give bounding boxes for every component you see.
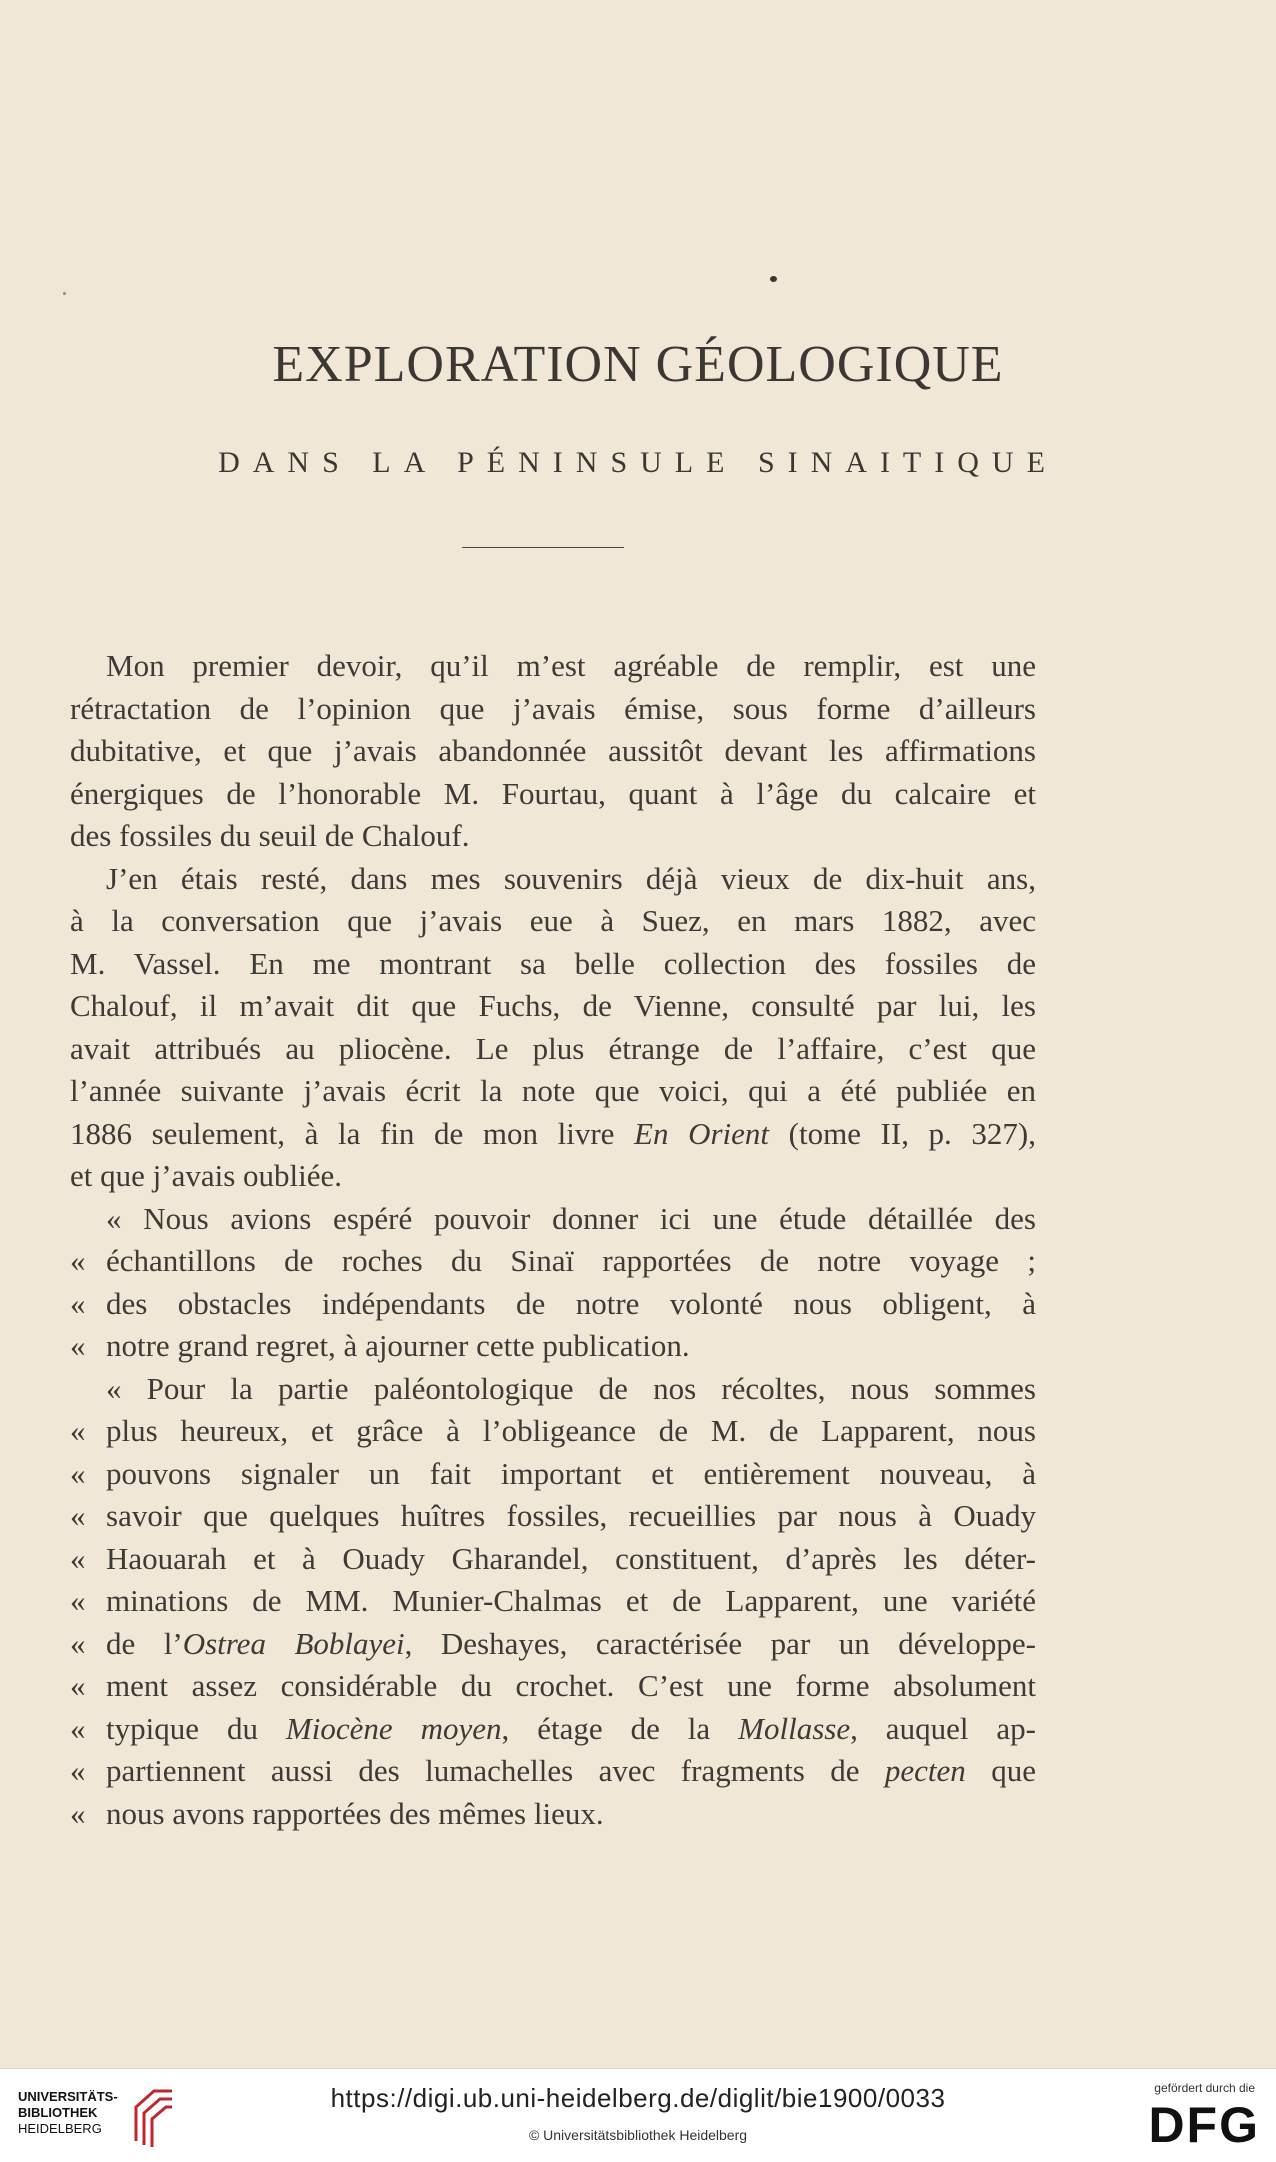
text-run: que (965, 1753, 1036, 1788)
text-line (70, 858, 1036, 901)
text-run: 1886 seulement, à la fin de mon livre (70, 1115, 635, 1151)
text-run: (tome II, p. 327), (769, 1115, 1036, 1151)
text-run: minations de MM. Munier-Chalmas et de Lapparent, une variété (106, 1583, 1036, 1618)
title-divider (462, 547, 624, 548)
text-line (70, 730, 1036, 773)
text-line (70, 1368, 1036, 1411)
text-run: « Nous avions espéré pouvoir donner ici une étude détaillée des (106, 1200, 1036, 1236)
page-title: EXPLORATION GÉOLOGIQUE (272, 336, 1004, 393)
quote-mark: « (70, 1753, 86, 1788)
quote-mark: « (70, 1668, 86, 1703)
text-run: rétractation de l’opinion que j’avais émise, sous forme d’ailleurs (70, 690, 1036, 726)
body-text (70, 645, 1036, 1835)
text-line (70, 1623, 1036, 1666)
text-run: énergiques de l’honorable M. Fourtau, quant à l’âge du calcaire et (70, 775, 1036, 811)
dfg-logo: DFG (1148, 2097, 1260, 2153)
library-name-line: UNIVERSITÄTS- (18, 2089, 118, 2104)
text-run: , Deshayes, caractérisée par un développe- (404, 1625, 1036, 1661)
text-run: « Pour la partie paléontologique de nos récoltes, nous sommes (106, 1370, 1036, 1406)
funder-caption: gefördert durch die (1154, 2081, 1255, 2095)
italic-text: Mollasse (738, 1710, 851, 1746)
quote-mark: « (70, 1583, 86, 1618)
text-line (70, 1113, 1036, 1156)
viewer-footer (0, 2068, 1276, 2162)
italic-text: Miocène moyen (285, 1710, 502, 1746)
text-run: à la conversation que j’avais eue à Suez, en mars 1882, avec (70, 903, 1036, 938)
text-line (70, 1325, 1036, 1368)
text-line (70, 1240, 1036, 1283)
text-run: et que j’avais oubliée. (70, 1158, 343, 1193)
text-line (70, 1155, 1036, 1198)
text-run: pouvons signaler un fait important et entièrement nouveau, à (106, 1455, 1036, 1491)
text-line (70, 1070, 1036, 1113)
text-line (70, 1028, 1036, 1071)
italic-text: En Orient (634, 1115, 770, 1151)
page-url[interactable]: https://digi.ub.uni-heidelberg.de/diglit/bie1900/0033 (330, 2083, 946, 2113)
italic-text: pecten (884, 1753, 966, 1788)
quote-mark: « (70, 1455, 86, 1491)
text-line (70, 1198, 1036, 1241)
text-line (70, 985, 1036, 1028)
quote-mark: « (70, 1795, 86, 1831)
text-run: Mon premier devoir, qu’il m’est agréable de remplir, est une (106, 648, 1036, 683)
ink-speck (63, 292, 66, 295)
quote-mark: « (70, 1243, 86, 1278)
text-run: , étage de la (501, 1710, 739, 1746)
quote-mark: « (70, 1625, 86, 1661)
quote-mark: « (70, 1413, 86, 1448)
ink-speck (770, 276, 777, 282)
text-run: nous avons rapportées des mêmes lieux. (106, 1795, 604, 1831)
quote-mark: « (70, 1328, 86, 1363)
text-run: dubitative, et que j’avais abandonnée aussitôt devant les affirmations (70, 733, 1036, 768)
copyright-notice: © Universitätsbibliothek Heidelberg (528, 2127, 748, 2143)
text-run: Chalouf, il m’avait dit que Fuchs, de Vienne, consulté par lui, les (70, 988, 1036, 1023)
text-line (70, 1665, 1036, 1708)
quote-mark: « (70, 1710, 86, 1746)
text-run: des fossiles du seuil de Chalouf. (70, 818, 470, 853)
text-line (70, 1410, 1036, 1453)
quote-mark: « (70, 1498, 86, 1533)
text-run: notre grand regret, à ajourner cette publication. (106, 1328, 690, 1363)
quote-mark: « (70, 1540, 86, 1576)
text-line (70, 815, 1036, 858)
text-run: partiennent aussi des lumachelles avec fragments de (106, 1753, 885, 1788)
text-run: plus heureux, et grâce à l’obligeance de M. de Lapparent, nous (106, 1413, 1036, 1448)
text-run: de l’ (106, 1625, 183, 1661)
text-line (70, 1538, 1036, 1581)
text-line (70, 1793, 1036, 1836)
italic-text: Ostrea Boblayei (182, 1625, 405, 1661)
text-line (70, 1495, 1036, 1538)
text-run: avait attribués au pliocène. Le plus étrange de l’affaire, c’est que (70, 1030, 1036, 1066)
text-run: ment assez considérable du crochet. C’est une forme absolument (106, 1668, 1036, 1703)
text-run: Haouarah et à Ouady Gharandel, constituent, d’après les déter- (106, 1540, 1036, 1576)
text-run: savoir que quelques huîtres fossiles, recueillies par nous à Ouady (106, 1498, 1036, 1533)
text-line (70, 1283, 1036, 1326)
text-run: échantillons de roches du Sinaï rapportées de notre voyage ; (106, 1243, 1036, 1278)
text-run: , auquel ap- (850, 1710, 1036, 1746)
page-subtitle: DANS LA PÉNINSULE SINAITIQUE (218, 446, 1058, 479)
text-run: des obstacles indépendants de notre volonté nous obligent, à (106, 1285, 1036, 1321)
text-line (70, 900, 1036, 943)
text-line (70, 688, 1036, 731)
library-name-line: HEIDELBERG (18, 2121, 102, 2136)
library-name-line: BIBLIOTHEK (18, 2105, 98, 2120)
text-run: typique du (106, 1710, 286, 1746)
text-line (70, 773, 1036, 816)
text-line (70, 1580, 1036, 1623)
text-line (70, 645, 1036, 688)
text-run: l’année suivante j’avais écrit la note que voici, qui a été publiée en (70, 1073, 1036, 1108)
text-line (70, 1453, 1036, 1496)
text-run: J’en étais resté, dans mes souvenirs déjà vieux de dix-huit ans, (106, 860, 1036, 896)
text-run: M. Vassel. En me montrant sa belle collection des fossiles de (70, 945, 1036, 981)
text-line (70, 943, 1036, 986)
text-line (70, 1750, 1036, 1793)
text-line (70, 1708, 1036, 1751)
quote-mark: « (70, 1285, 86, 1321)
